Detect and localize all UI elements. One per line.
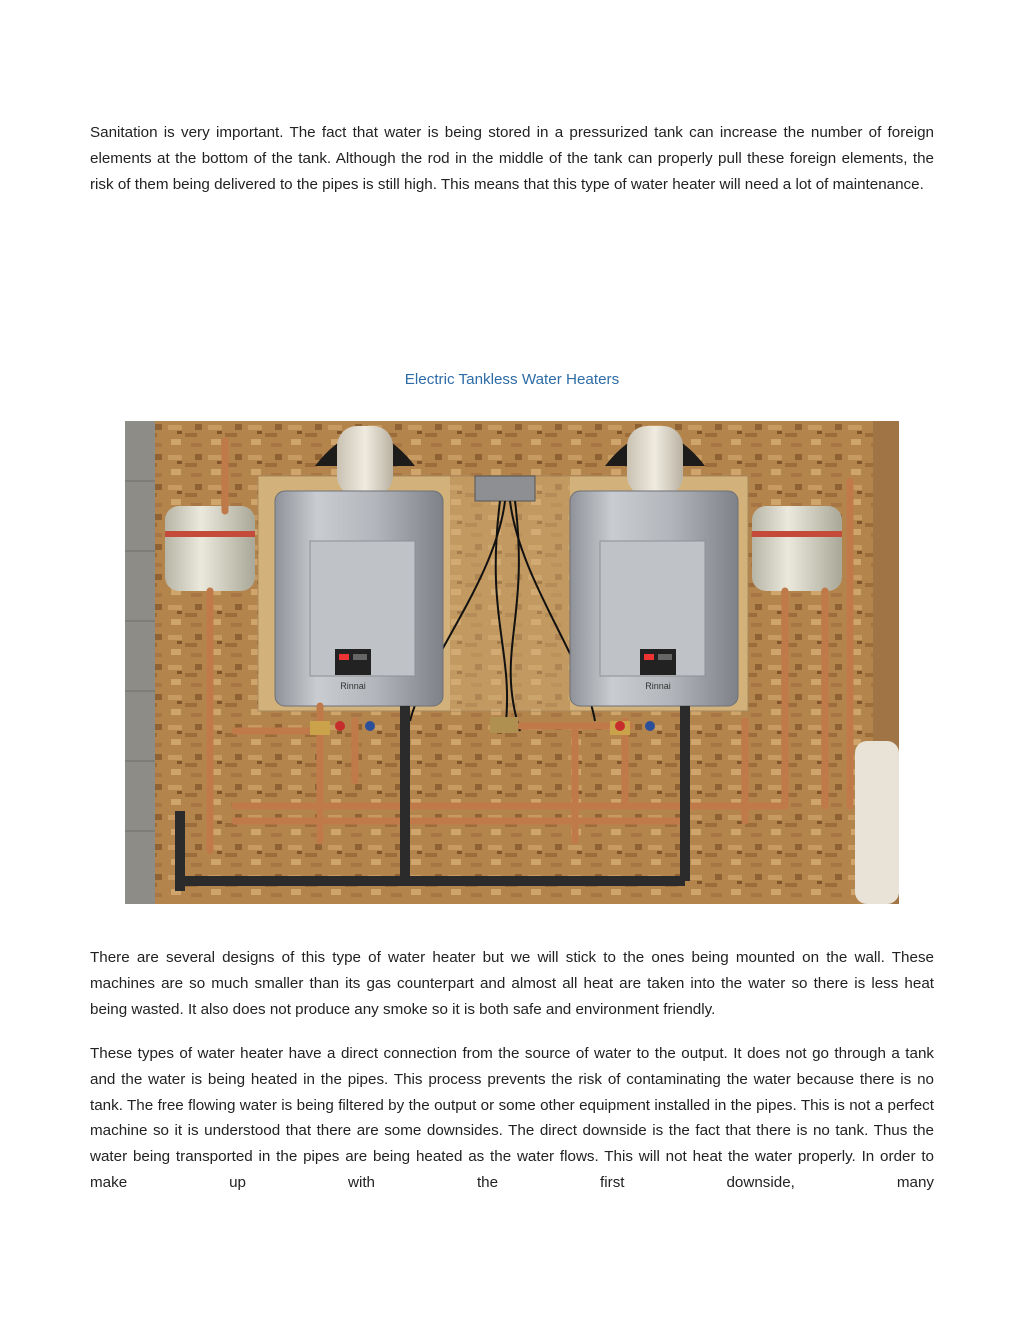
section-heading: Electric Tankless Water Heaters (404, 371, 620, 388)
water-tank (855, 741, 899, 904)
water-heater-right (570, 491, 738, 706)
connection-paragraph: These types of water heater have a direct connection from the source of water to the output. It does not go through a tank and the water is being heated in the pipes. This process prevents the risk of contaminating the water because there is no tank. The free flowing water is being filtered by the output or some other equipment installed in the pipes. This is not a perfect machine so it is understood that there are some downsides. The direct downside is the fact that there is no tank. Thus the water being transported in the pipes are being heated as the water flows. This will not heat the water properly. In order to make up with the first downside, many (90, 1045, 934, 1191)
brand-label-right: Rinnai (645, 681, 671, 691)
intro-paragraph: Sanitation is very important. The fact that water is being stored in a pressurized tank can increase the number of foreign elements at the bottom of the tank. Although the rod in the middle of the tank can properly pull these foreign elements, the risk of them being delivered to the pipes is still high. This means that this type of water heater will need a lot of maintenance. (90, 124, 934, 193)
brand-label-left: Rinnai (340, 681, 366, 691)
designs-paragraph: There are several designs of this type of water heater but we will stick to the ones being mounted on the wall. These machines are so much smaller than its gas counterpart and almost all heat are taken into the water so there is less heat being wasted. It also does not produce any smoke so it is both safe and environment friendly. (90, 949, 934, 1018)
water-heater-left (275, 491, 443, 706)
expansion-tank-right (752, 506, 842, 591)
water-heaters-photo (125, 421, 899, 904)
expansion-tank-left (165, 506, 255, 591)
junction-box (475, 476, 535, 501)
cinder-block-wall (125, 421, 155, 904)
